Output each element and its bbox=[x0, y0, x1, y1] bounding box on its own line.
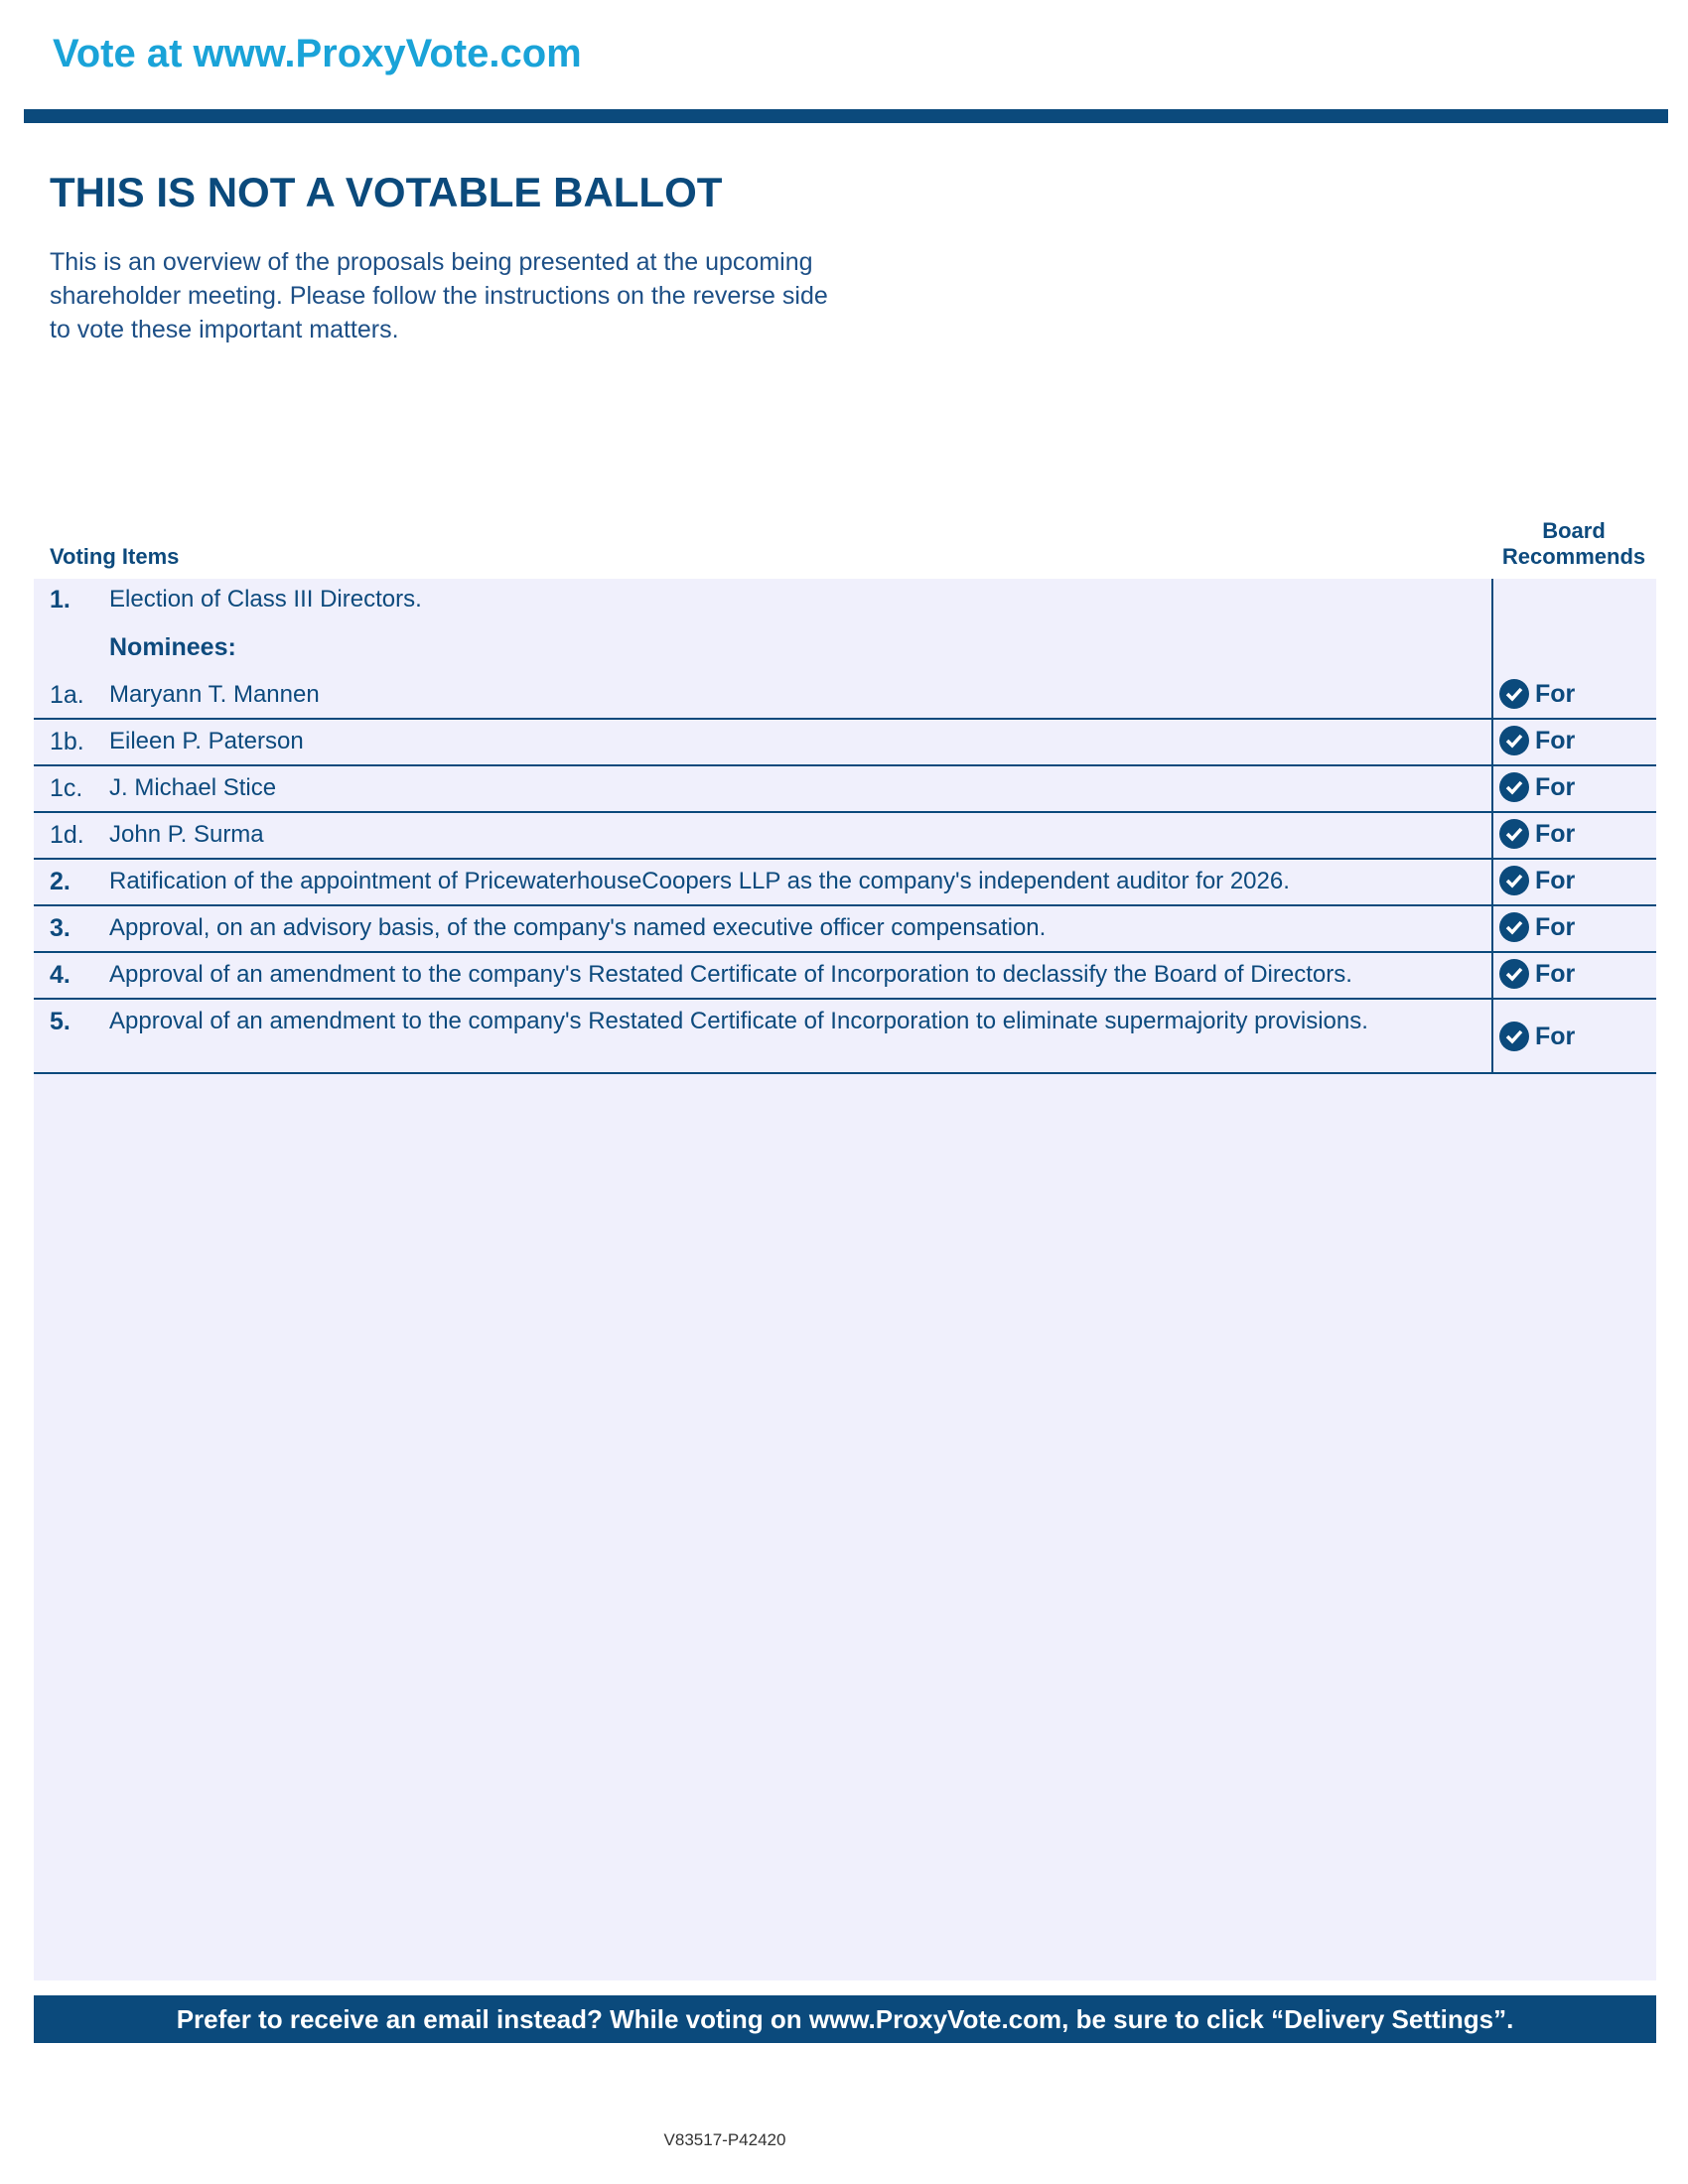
page-title: THIS IS NOT A VOTABLE BALLOT bbox=[50, 169, 723, 215]
check-circle-icon bbox=[1499, 772, 1529, 802]
email-delivery-banner: Prefer to receive an email instead? While voting on www.ProxyVote.com, be sure to click “Delivery Settings”. bbox=[34, 1995, 1656, 2043]
recommendation-label: For bbox=[1535, 819, 1576, 848]
item-text: Approval of an amendment to the company's Restated Certificate of Incorporation to eliminate supermajority provisions. bbox=[109, 1008, 1368, 1034]
check-circle-icon bbox=[1499, 912, 1529, 942]
check-circle-icon bbox=[1499, 1022, 1529, 1051]
item-text: Eileen P. Paterson bbox=[109, 728, 304, 754]
recommendation-label: For bbox=[1535, 772, 1576, 801]
board-recommendation bbox=[1499, 772, 1575, 802]
item-text: Ratification of the appointment of PricewaterhouseCoopers LLP as the company's independent auditor for 2026. bbox=[109, 868, 1290, 894]
item-text: Maryann T. Mannen bbox=[109, 681, 320, 708]
row-divider bbox=[34, 904, 1656, 906]
check-circle-icon bbox=[1499, 819, 1529, 849]
recommendation-label: For bbox=[1535, 726, 1576, 754]
board-recommendation bbox=[1499, 1022, 1575, 1051]
board-recommendation bbox=[1499, 912, 1575, 942]
recommendation-label: For bbox=[1535, 866, 1576, 894]
item-number: 1. bbox=[50, 586, 70, 614]
row-divider bbox=[34, 764, 1656, 766]
recommendation-label: For bbox=[1535, 959, 1576, 988]
item-number: 1d. bbox=[50, 821, 84, 849]
voting-items-header: Voting Items bbox=[50, 544, 180, 569]
board-recommendation bbox=[1499, 726, 1575, 755]
row-divider bbox=[34, 951, 1656, 953]
check-circle-icon bbox=[1499, 726, 1529, 755]
board-recommends-header bbox=[1489, 518, 1658, 570]
check-circle-icon bbox=[1499, 866, 1529, 895]
row-divider bbox=[34, 998, 1656, 1000]
board-recommendation bbox=[1499, 866, 1575, 895]
check-circle-icon bbox=[1499, 679, 1529, 709]
intro-text: This is an overview of the proposals being presented at the upcoming shareholder meeting. Please follow the instructions on the reverse side to vote these important matters. bbox=[50, 248, 828, 343]
document-code: V83517-P42420 bbox=[663, 2130, 786, 2149]
board-recommendation bbox=[1499, 679, 1575, 709]
nominees-label: Nominees: bbox=[109, 633, 236, 661]
header-divider bbox=[24, 109, 1668, 123]
item-number: 1c. bbox=[50, 774, 83, 802]
item-number: 5. bbox=[50, 1008, 70, 1035]
row-divider bbox=[34, 858, 1656, 860]
recommendation-label: For bbox=[1535, 1022, 1576, 1050]
board-label-line1: Board bbox=[1542, 518, 1606, 543]
vote-title: Vote at www.ProxyVote.com bbox=[53, 32, 582, 75]
item-number: 4. bbox=[50, 961, 70, 989]
item-text: Approval of an amendment to the company's Restated Certificate of Incorporation to declassify the Board of Directors. bbox=[109, 961, 1352, 988]
item-number: 1a. bbox=[50, 681, 84, 709]
item-number: 1b. bbox=[50, 728, 84, 755]
row-divider bbox=[34, 718, 1656, 720]
item-number: 2. bbox=[50, 868, 70, 895]
row-divider bbox=[34, 811, 1656, 813]
recommendation-label: For bbox=[1535, 679, 1576, 708]
board-recommendation bbox=[1499, 959, 1575, 989]
item-number: 3. bbox=[50, 914, 70, 942]
row-divider bbox=[34, 1072, 1656, 1074]
item-text: Approval, on an advisory basis, of the company's named executive officer compensation. bbox=[109, 914, 1047, 941]
recommendation-label: For bbox=[1535, 912, 1576, 941]
item-text: J. Michael Stice bbox=[109, 774, 277, 801]
check-circle-icon bbox=[1499, 959, 1529, 989]
board-recommendation bbox=[1499, 819, 1575, 849]
item-text: Election of Class III Directors. bbox=[109, 586, 422, 613]
board-label-line2: Recommends bbox=[1501, 544, 1646, 569]
item-text: John P. Surma bbox=[109, 821, 264, 848]
